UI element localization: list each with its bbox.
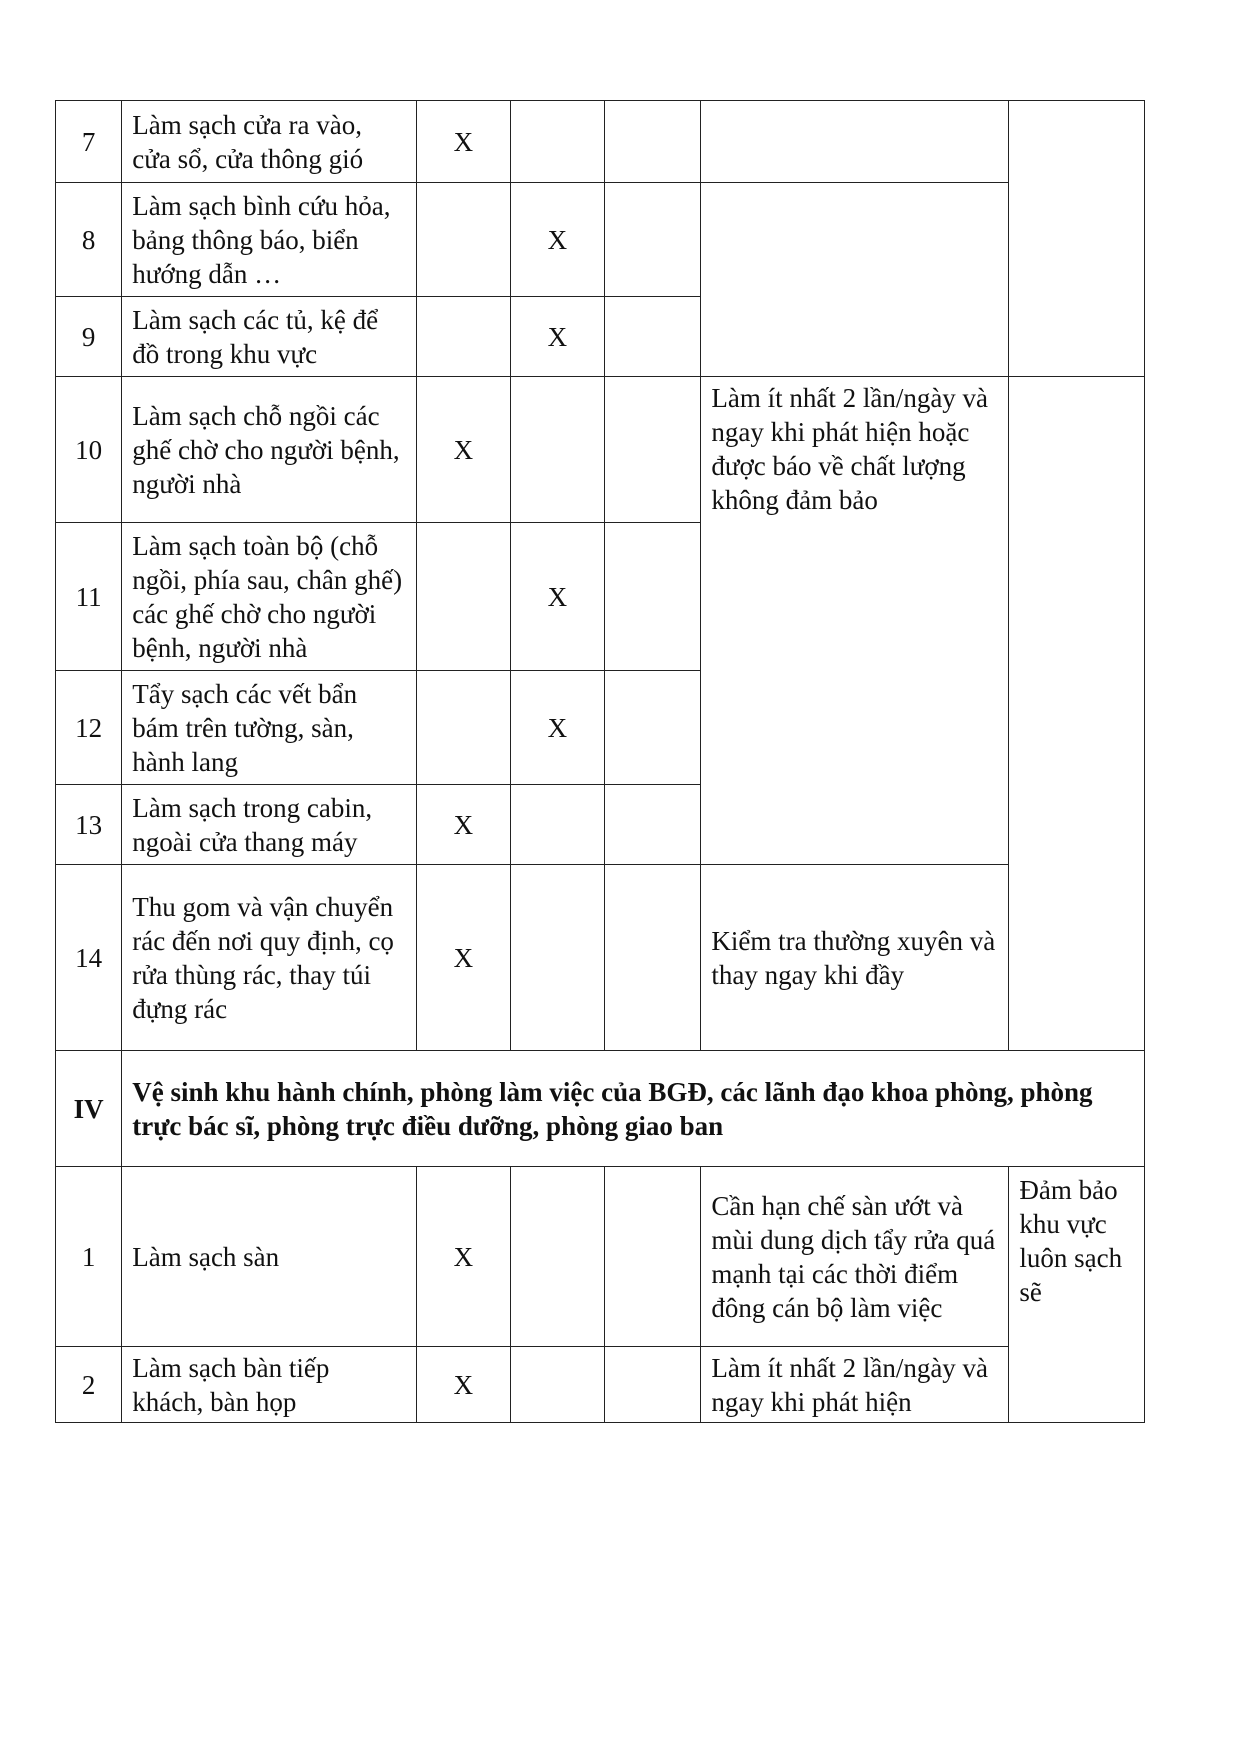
monthly-mark (604, 101, 701, 183)
weekly-mark: X (511, 297, 605, 377)
task-description: Làm sạch toàn bộ (chỗ ngồi, phía sau, chân ghế) các ghế chờ cho người bệnh, người nhà (122, 523, 416, 671)
monthly-mark (604, 785, 701, 865)
monthly-mark (604, 377, 701, 523)
task-description: Làm sạch sàn (122, 1167, 416, 1347)
daily-mark: X (416, 785, 511, 865)
daily-mark: X (416, 1167, 511, 1347)
weekly-mark (511, 1347, 605, 1423)
task-description: Làm sạch bàn tiếp khách, bàn họp (122, 1347, 416, 1423)
table-row (56, 1167, 1145, 1347)
weekly-mark (511, 865, 605, 1051)
daily-mark (416, 523, 511, 671)
weekly-mark (511, 101, 605, 183)
task-description: Làm sạch cửa ra vào, cửa sổ, cửa thông gió (122, 101, 416, 183)
note-cell: Cần hạn chế sàn ướt và mùi dung dịch tẩy rửa quá mạnh tại các thời điểm đông cán bộ làm việc (701, 1167, 1009, 1347)
row-number: 9 (56, 297, 122, 377)
weekly-mark (511, 785, 605, 865)
daily-mark: X (416, 101, 511, 183)
weekly-mark: X (511, 671, 605, 785)
daily-mark (416, 183, 511, 297)
requirement-cell: Đảm bảo khu vực luôn sạch sẽ (1009, 1167, 1145, 1423)
table-row (56, 101, 1145, 183)
row-number: 10 (56, 377, 122, 523)
weekly-mark (511, 377, 605, 523)
table-row (56, 1347, 1145, 1423)
monthly-mark (604, 523, 701, 671)
table-row (56, 183, 1145, 297)
weekly-mark (511, 1167, 605, 1347)
weekly-mark: X (511, 183, 605, 297)
requirement-cell (1009, 377, 1145, 1051)
requirement-cell (1009, 101, 1145, 377)
row-number: 12 (56, 671, 122, 785)
section-row (56, 1051, 1145, 1167)
note-cell: Kiểm tra thường xuyên và thay ngay khi đầy (701, 865, 1009, 1051)
daily-mark: X (416, 377, 511, 523)
note-cell: Làm ít nhất 2 lần/ngày và ngay khi phát hiện (701, 1347, 1009, 1423)
task-description: Làm sạch trong cabin, ngoài cửa thang máy (122, 785, 416, 865)
daily-mark: X (416, 1347, 511, 1423)
monthly-mark (604, 1347, 701, 1423)
task-description: Làm sạch các tủ, kệ để đồ trong khu vực (122, 297, 416, 377)
note-cell (701, 101, 1009, 183)
note-cell: Làm ít nhất 2 lần/ngày và ngay khi phát hiện hoặc được báo về chất lượng không đảm bảo (701, 377, 1009, 865)
daily-mark (416, 297, 511, 377)
task-description: Tẩy sạch các vết bẩn bám trên tường, sàn, hành lang (122, 671, 416, 785)
row-number: 2 (56, 1347, 122, 1423)
row-number: 11 (56, 523, 122, 671)
table-row (56, 865, 1145, 1051)
task-description: Thu gom và vận chuyển rác đến nơi quy định, cọ rửa thùng rác, thay túi đựng rác (122, 865, 416, 1051)
monthly-mark (604, 1167, 701, 1347)
note-cell (701, 183, 1009, 377)
monthly-mark (604, 297, 701, 377)
daily-mark (416, 671, 511, 785)
row-number: 14 (56, 865, 122, 1051)
table-row (56, 377, 1145, 523)
task-description: Làm sạch bình cứu hỏa, bảng thông báo, biển hướng dẫn … (122, 183, 416, 297)
monthly-mark (604, 183, 701, 297)
task-description: Làm sạch chỗ ngồi các ghế chờ cho người bệnh, người nhà (122, 377, 416, 523)
row-number: 8 (56, 183, 122, 297)
section-title: Vệ sinh khu hành chính, phòng làm việc của BGĐ, các lãnh đạo khoa phòng, phòng trực bác sĩ, phòng trực điều dưỡng, phòng giao ban (122, 1051, 1145, 1167)
row-number: 7 (56, 101, 122, 183)
section-number: IV (56, 1051, 122, 1167)
daily-mark: X (416, 865, 511, 1051)
monthly-mark (604, 671, 701, 785)
cleaning-schedule-table (55, 100, 1145, 1423)
monthly-mark (604, 865, 701, 1051)
row-number: 1 (56, 1167, 122, 1347)
row-number: 13 (56, 785, 122, 865)
weekly-mark: X (511, 523, 605, 671)
